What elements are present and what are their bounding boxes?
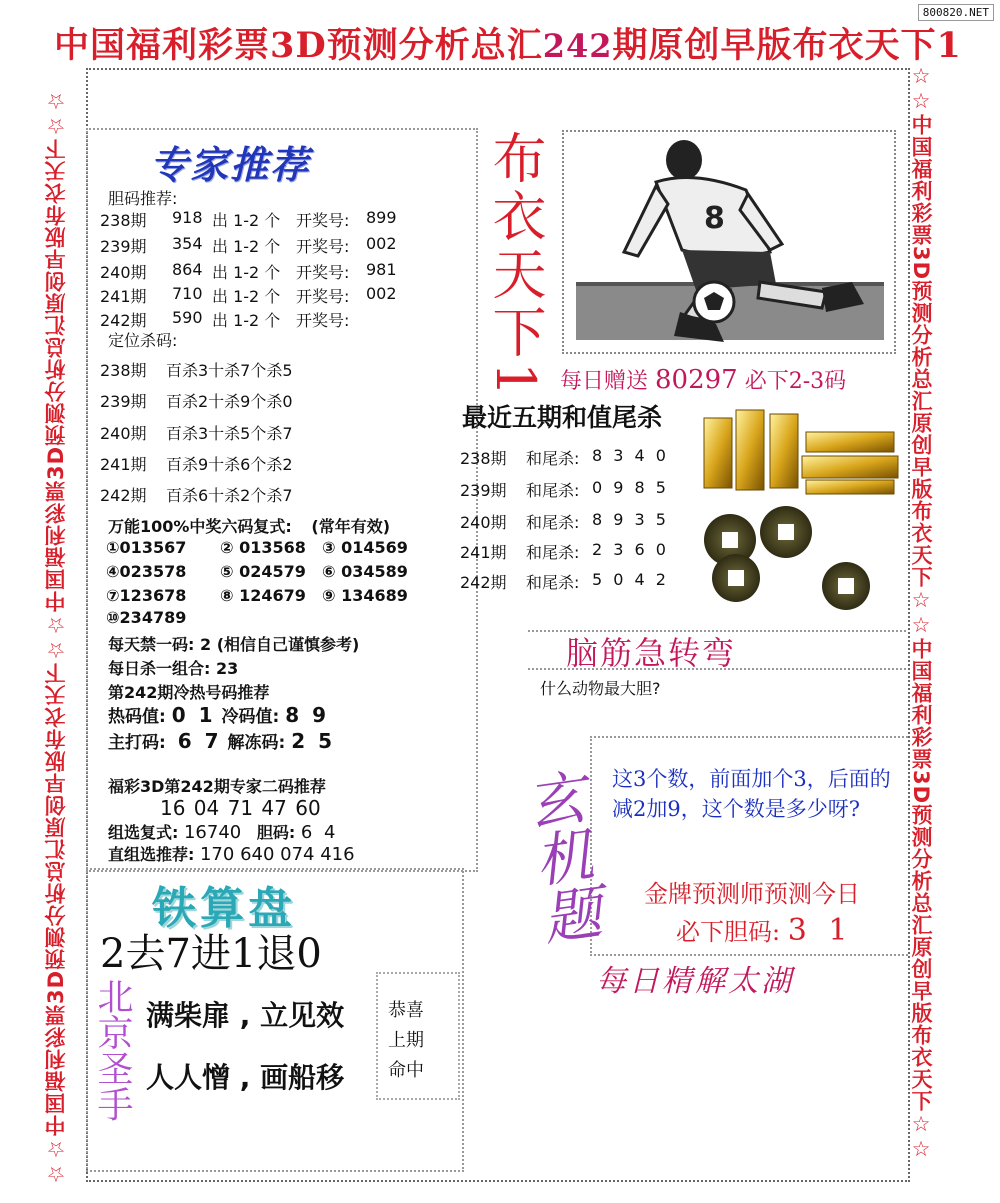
riddle-text: 这3个数，前面加个3，后面的减2加9，这个数是多少呀? (612, 767, 891, 821)
gift-prefix: 每日赠送 (560, 369, 649, 394)
congrats (388, 996, 424, 1086)
draw-value: 981 (366, 260, 397, 279)
hot-label: 热码值: (108, 707, 166, 727)
page-title (54, 18, 962, 68)
daily-ban-value: 2 (相信自己谨慎参考) (199, 635, 360, 654)
dan-code: 918 (172, 208, 203, 227)
pos-issue: 240期 (100, 424, 147, 443)
daily-gift (560, 364, 846, 395)
cold-value: 8 9 (285, 703, 329, 727)
recent-label: 和尾杀: (526, 481, 580, 500)
dan-note: 出 1-2 个 (212, 311, 281, 330)
cold-label: 冷码值: (221, 707, 280, 727)
dan-code: 710 (172, 284, 203, 303)
recent-digits: 8 9 3 5 (592, 510, 669, 529)
dan-note: 出 1-2 个 (212, 263, 281, 282)
daily-kill (108, 656, 238, 679)
tiesuanpan-formula: 2去7进1退0 (100, 931, 322, 977)
dan-code: 864 (172, 260, 203, 279)
brain-teaser-question: 什么动物最大胆? (540, 679, 661, 698)
dan-issue: 238期 (100, 211, 147, 230)
recent-label: 和尾杀: (526, 513, 580, 532)
draw-value: 002 (366, 234, 397, 253)
recent-digits: 5 0 4 2 (592, 570, 669, 589)
recent-issue: 240期 (460, 513, 507, 532)
site-badge: 800820.NET (918, 4, 994, 21)
must-dan-label: 必下胆码: (676, 918, 781, 946)
recent-label: 和尾杀: (526, 543, 580, 562)
six-code-note: (常年有效) (311, 517, 391, 536)
two-dan-value: 6 4 (300, 822, 339, 843)
must-dan (676, 912, 853, 948)
poem-line-1: 满柴扉 , 立见效 (146, 999, 345, 1032)
title-issue: 242 (542, 27, 613, 65)
draw-label: 开奖号: (296, 287, 350, 306)
six-code-item: ⑧ 124679 (220, 586, 306, 605)
gold-bars-icon (690, 400, 910, 610)
daily-kill-value: 23 (215, 659, 239, 678)
recent-issue: 241期 (460, 543, 507, 562)
two-code-title: 福彩3D第242期专家二码推荐 (108, 777, 326, 796)
pos-issue: 241期 (100, 455, 147, 474)
six-code-title-text: 万能100%中奖六码复式: (108, 517, 292, 536)
dan-code: 354 (172, 234, 203, 253)
direct-value: 170 640 074 416 (199, 844, 355, 865)
recent-digits: 8 3 4 0 (592, 446, 669, 465)
dan-title: 胆码推荐: (108, 189, 178, 208)
recent-issue: 238期 (460, 449, 507, 468)
pos-issue: 239期 (100, 392, 147, 411)
dan-note: 出 1-2 个 (212, 211, 281, 230)
gift-suffix: 必下2-3码 (744, 369, 847, 394)
main-thaw-row (108, 728, 335, 753)
pos-text: 百杀3十杀5个杀7 (166, 424, 293, 443)
six-code-item: ④023578 (106, 562, 187, 581)
pos-issue: 242期 (100, 486, 147, 505)
daily-ban-label: 每天禁一码: (108, 635, 195, 654)
dan-issue: 242期 (100, 311, 147, 330)
dan-code: 590 (172, 308, 203, 327)
taihu-title: 每日精解太湖 (596, 964, 794, 999)
hot-cold-row (108, 702, 329, 727)
dan-issue: 241期 (100, 287, 147, 306)
title-part1: 中国福利彩票3D预测分析总汇 (54, 25, 543, 66)
six-code-item: ⑩234789 (106, 608, 187, 627)
soccer-player-icon (564, 132, 894, 352)
beijing-vertical: 北京圣手 (92, 978, 133, 1122)
draw-value: 002 (366, 284, 397, 303)
recent-issue: 242期 (460, 573, 507, 592)
gold-prediction: 金牌预测师预测今日 (644, 880, 860, 908)
two-dan-label: 胆码: (256, 823, 296, 842)
recent-label: 和尾杀: (526, 449, 580, 468)
six-code-item: ③ 014569 (322, 538, 408, 557)
thaw-label: 解冻码: (227, 733, 286, 753)
soccer-player-image (562, 130, 896, 354)
pos-text: 百杀9十杀6个杀2 (166, 455, 293, 474)
six-code-item: ② 013568 (220, 538, 306, 557)
draw-value: 899 (366, 208, 397, 227)
main-value: 6 7 (177, 729, 222, 753)
group-value: 16740 (183, 822, 242, 843)
pos-text: 百杀6十杀2个杀7 (166, 486, 293, 505)
direct-row (108, 842, 355, 865)
must-dan-value: 3 1 (787, 913, 854, 948)
expert-title: 专家推荐 (150, 142, 311, 187)
two-code-codes: 16 04 71 47 60 (160, 796, 321, 820)
svg-text:8: 8 (704, 201, 725, 236)
recent-label: 和尾杀: (526, 573, 580, 592)
brain-teaser-title: 脑筋急转弯 (566, 634, 737, 672)
group-row (108, 820, 338, 843)
six-code-item: ⑥ 034589 (322, 562, 408, 581)
congrats-line: 恭喜 (388, 1000, 424, 1021)
left-side-banner: ☆☆中国福利彩票3D预测分析总汇原创早版布衣天下☆☆中国福利彩票3D预测分析总汇原创早版布衣天下☆☆ (44, 87, 68, 1186)
daily-kill-label: 每日杀一组合: (108, 659, 211, 678)
xuanji-title: 玄机题 (513, 766, 605, 948)
hotcold-title: 第242期冷热号码推荐 (108, 683, 270, 702)
draw-label: 开奖号: (296, 211, 350, 230)
six-code-item: ⑤ 024579 (220, 562, 306, 581)
pos-title: 定位杀码: (108, 331, 178, 350)
recent-title: 最近五期和值尾杀 (462, 403, 663, 432)
poem-line-2: 人人憎 , 画船移 (146, 1061, 345, 1094)
recent-issue: 239期 (460, 481, 507, 500)
dan-note: 出 1-2 个 (212, 287, 281, 306)
daily-ban (108, 632, 359, 655)
right-side-banner: ☆☆中国福利彩票3D预测分析总汇原创早版布衣天下☆☆中国福利彩票3D预测分析总汇原创早版布衣天下☆☆ (909, 64, 933, 1163)
hot-value: 0 1 (171, 703, 216, 727)
dan-issue: 239期 (100, 237, 147, 256)
main-label: 主打码: (108, 733, 166, 753)
six-code-title (108, 514, 390, 537)
direct-label: 直组选推荐: (108, 845, 195, 864)
dan-note: 出 1-2 个 (212, 237, 281, 256)
buyi-vertical-title: 布衣天下1 (484, 130, 547, 401)
group-label: 组选复式: (108, 823, 179, 842)
tiesuanpan-title: 铁算盘 (152, 883, 296, 934)
draw-label: 开奖号: (296, 263, 350, 282)
gold-coins-image (690, 400, 910, 610)
congrats-line: 命中 (388, 1060, 424, 1081)
draw-label: 开奖号: (296, 311, 350, 330)
title-part2: 期原创早版布衣天下1 (612, 25, 962, 66)
dan-issue: 240期 (100, 263, 147, 282)
recent-digits: 2 3 6 0 (592, 540, 669, 559)
thaw-value: 2 5 (291, 729, 335, 753)
pos-text: 百杀3十杀7个杀5 (166, 361, 293, 380)
draw-label: 开奖号: (296, 237, 350, 256)
six-code-item: ⑦123678 (106, 586, 187, 605)
congrats-line: 上期 (388, 1030, 424, 1051)
six-code-item: ①013567 (106, 538, 187, 557)
pos-issue: 238期 (100, 361, 147, 380)
recent-digits: 0 9 8 5 (592, 478, 669, 497)
gift-number: 80297 (655, 365, 738, 395)
six-code-item: ⑨ 134689 (322, 586, 408, 605)
pos-text: 百杀2十杀9个杀0 (166, 392, 293, 411)
